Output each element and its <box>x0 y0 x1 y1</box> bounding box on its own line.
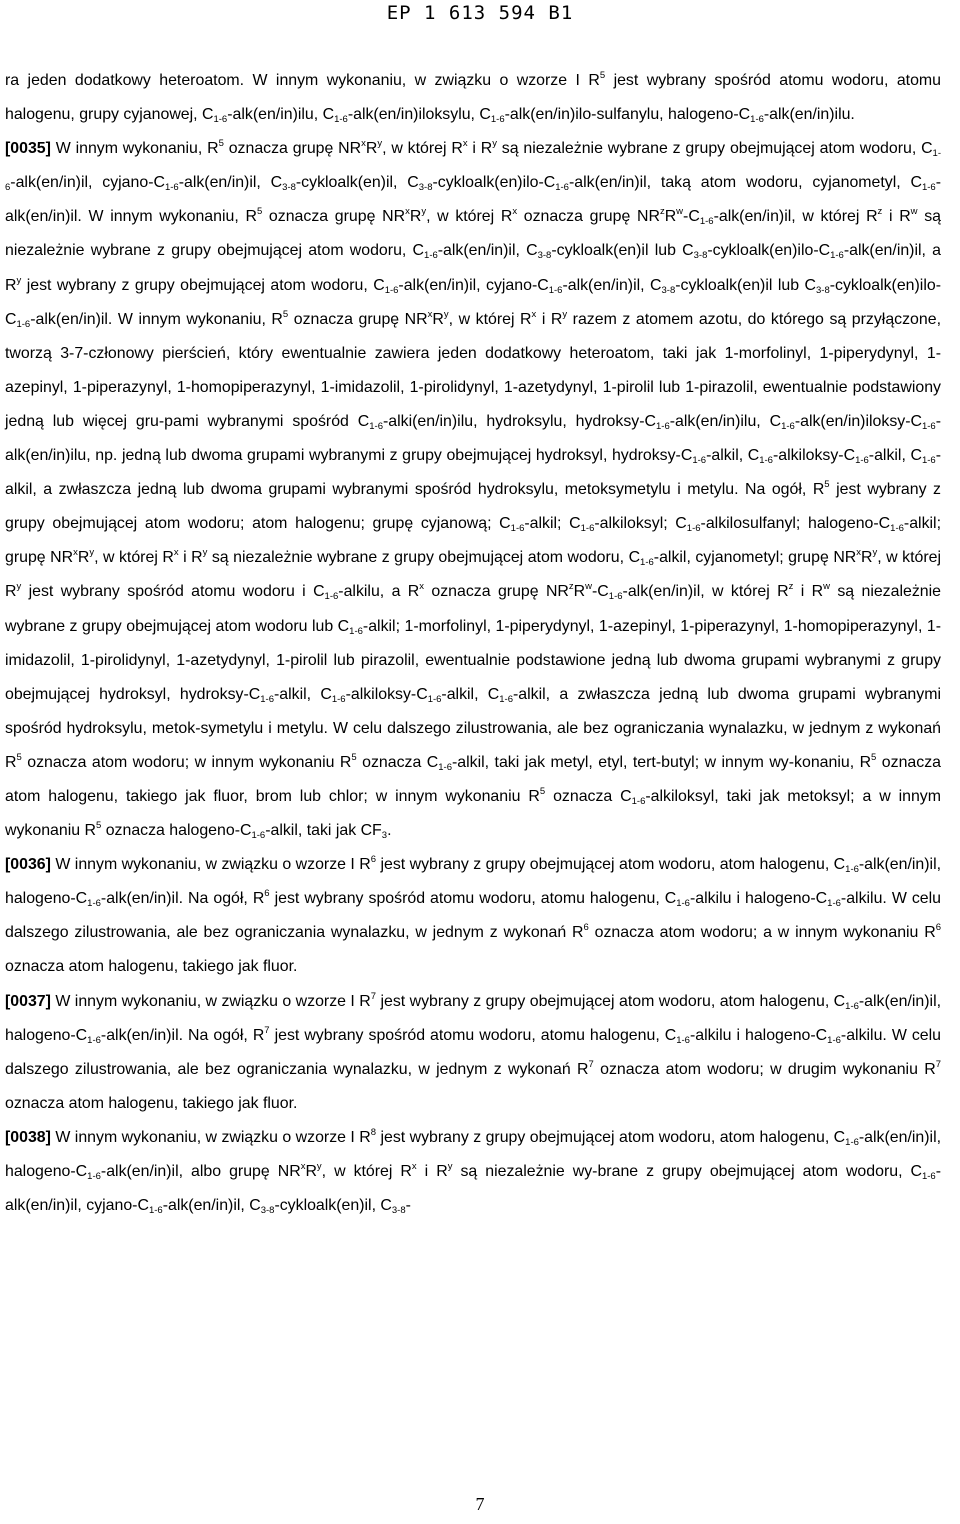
paragraph-number: [0035] <box>5 140 51 158</box>
paragraph-text: W innym wykonaniu, w związku o wzorze I $R^6$ jest wybrany z grupy obejmującej atom wodoru, atom halogenu, $C_{1-6}-alk(en/in)il$, halogeno-$C_{1-6}-alk(en/in)il$. Na ogół, $R^6$ jest wybrany spośród atomu wodoru, atomu halogenu, $C_{1-6}$-alkilu i halogeno-$C_{1-6}$-alkilu. W celu dalszego zilustrowania, ale bez ograniczania wynalazku, w jednym z wykonań $R^6$ oznacza atom wodoru; a w innym wykonaniu $R^6$ oznacza atom halogenu, takiego jak fluor. <box>5 854 942 976</box>
paragraph-text: ra jeden dodatkowy heteroatom. W innym wykonaniu, w związku o wzorze I $R^5$ jest wybrany spośród atomu wodoru, atomu halogenu, grupy cyjanowej, $C_{1-6}-alk(en/in)ilu$, $C_{1-6}-alk(en/in)iloksylu$, $C_{1-6}-alk(en/in)ilo$-sulfanylu, halogeno-$C_{1-6}-alk(en/in)ilu$. <box>5 70 941 126</box>
document-body <box>5 64 941 1223</box>
page-number: 7 <box>475 1494 485 1514</box>
paragraph-number: [0037] <box>5 992 51 1010</box>
paragraph-0036 <box>5 848 941 984</box>
paragraph-number: [0036] <box>5 856 51 874</box>
paragraph-0037 <box>5 985 941 1121</box>
paragraph-continuation <box>5 64 941 132</box>
paragraph-text: W innym wykonaniu, $R^5$ oznacza grupę $NR^xR^y$, w której $R^x$ i $R^y$ są niezależnie wybrane z grupy obejmującej atom wodoru, $C_{1-6}-alk(en/in)il$, cyjano-$C_{1-6}-alk(en/in)il$, $C_{3-8}-cykloalk(en)il$, $C_{3-8}-cykloalk(en)ilo-C_{1-6}-alk(en/in)il$, taką atom wodoru, cyjanometyl, $C_{1-6}-alk(en/in)il$. W innym wykonaniu, $R^5$ oznacza grupę $NR^xR^y$, w której $R^x$ oznacza grupę $NR^zR^w-C_{1-6}-alk(en/in)il$, w której $R^z$ i $R^w$ są niezależnie wybrane z grupy obejmującej atom wodoru, $C_{1-6}-alk(en/in)il$, $C_{3-8}-cykloalk(en)il$ lub $C_{3-8}-cykloalk(en)ilo-C_{1-6}-alk(en/in)il$, a $R^y$ jest wybrany z grupy obejmującej atom wodoru, $C_{1-6}-alk(en/in)il$, cyjano-$C_{1-6}-alk(en/in)il$, $C_{3-8}-cykloalk(en)il$ lub $C_{3-8}-cykloalk(en)ilo-C_{1-6}-alk(en/in)il$. W innym wykonaniu, $R^5$ oznacza grupę $NR^xR^y$, w której $R^x$ i $R^y$ razem z atomem azotu, do którego są przyłączone, tworzą 3-7-członowy pierścień, który ewentualnie zawiera jeden dodatkowy heteroatom, taki jak 1-morfolinyl, 1-piperydynyl, 1-azepinyl, 1-piperazynyl, 1-homopiperazynyl, 1-imidazolil, 1-pirolidynyl, 1-azetydynyl, 1-pirolil lub 1-pirazolil, ewentualnie podstawiony jedną lub więcej gru-pami wybranymi spośród $C_{1-6}-alki(en/in)ilu$, hydroksylu, hydroksy-$C_{1-6}-alk(en/in)ilu$, $C_{1-6}-alk(en/in)iloksy-C_{1-6}-alk(en/in)ilu$, np. jedną lub dwoma grupami wybranymi z grupy obejmującej hydroksyl, hydroksy-$C_{1-6}$-alkil, $C_{1-6}-alkiloksy-C_{1-6}$-alkil, $C_{1-6}$-alkil, a zwłaszcza jedną lub dwoma grupami wybranymi spośród hydroksylu, metoksymetylu i metylu. Na ogół, $R^5$ jest wybrany z grupy obejmującej atom wodoru; atom halogenu; grupę cyjanową; $C_{1-6}$-alkil; $C_{1-6}$-alkiloksyl; $C_{1-6}$-alkilosulfanyl; halogeno-$C_{1-6}$-alkil; grupę $NR^xR^y$, w której $R^x$ i $R^y$ są niezależnie wybrane z grupy obejmującej atom wodoru, $C_{1-6}$-alkil, cyjanometyl; grupę $NR^xR^y$, w której $R^y$ jest wybrany spośród atomu wodoru i $C_{1-6}$-alkilu, a $R^x$ oznacza grupę $NR^zR^w-C_{1-6}-alk(en/in)il$, w której $R^z$ i $R^w$ są niezależnie wybrane z grupy obejmującej atom wodoru lub $C_{1-6}$-alkil; 1-morfolinyl, 1-piperydynyl, 1-azepinyl, 1-piperazynyl, 1-homopiperazynyl, 1-imidazolil, 1-pirolidynyl, 1-azetydynyl, 1-pirolil lub pirazolil, ewentualnie podstawione jedną lub dwoma grupami wybranymi z grupy obejmującej hydroksyl, hydroksy-$C_{1-6}$-alkil, $C_{1-6}-alkiloksy-C_{1-6}$-alkil, $C_{1-6}$-alkil, a zwłaszcza jedną lub dwoma grupami wybranymi spośród hydroksylu, metok-symetylu i metylu. W celu dalszego zilustrowania, ale bez ograniczania wynalazku, w jednym z wykonań $R^5$ oznacza atom wodoru; w innym wykonaniu $R^5$ oznacza $C_{1-6}$-alkil, taki jak metyl, etyl, tert-butyl; w innym wy-konaniu, $R^5$ oznacza atom halogenu, takiego jak fluor, brom lub chlor; w innym wykonaniu $R^5$ oznacza $C_{1-6}$-alkiloksyl, taki jak metoksyl; a w innym wykonaniu $R^5$ oznacza halogeno-$C_{1-6}$-alkil, taki jak $CF_3$. <box>5 138 942 842</box>
document-id-header: EP 1 613 594 B1 <box>386 2 574 24</box>
paragraph-text: W innym wykonaniu, w związku o wzorze I $R^8$ jest wybrany z grupy obejmującej atom wodoru, atom halogenu, $C_{1-6}-alk(en/in)il$, halogeno-$C_{1-6}-alk(en/in)il$, albo grupę $NR^xR^y$, w której $R^x$ i $R^y$ są niezależnie wy-brane z grupy obejmującej atom wodoru, $C_{1-6}-alk(en/in)il$, cyjano-$C_{1-6}-alk(en/in)il$, $C_{3-8}-cykloalk(en)il$, $C_{3-8}-$ <box>5 1126 942 1217</box>
paragraph-0035 <box>5 132 941 848</box>
paragraph-0038 <box>5 1121 941 1223</box>
paragraph-number: [0038] <box>5 1128 51 1146</box>
paragraph-text: W innym wykonaniu, w związku o wzorze I $R^7$ jest wybrany z grupy obejmującej atom wodoru, atom halogenu, $C_{1-6}-alk(en/in)il$, halogeno-$C_{1-6}-alk(en/in)il$. Na ogół, $R^7$ jest wybrany spośród atomu wodoru, atomu halogenu, $C_{1-6}$-alkilu i halogeno-$C_{1-6}$-alkilu. W celu dalszego zilustrowania, ale bez ograniczania wynalazku, w jednym z wykonań $R^7$ oznacza atom wodoru; w drugim wykonaniu $R^7$ oznacza atom halogenu, takiego jak fluor. <box>5 990 942 1112</box>
